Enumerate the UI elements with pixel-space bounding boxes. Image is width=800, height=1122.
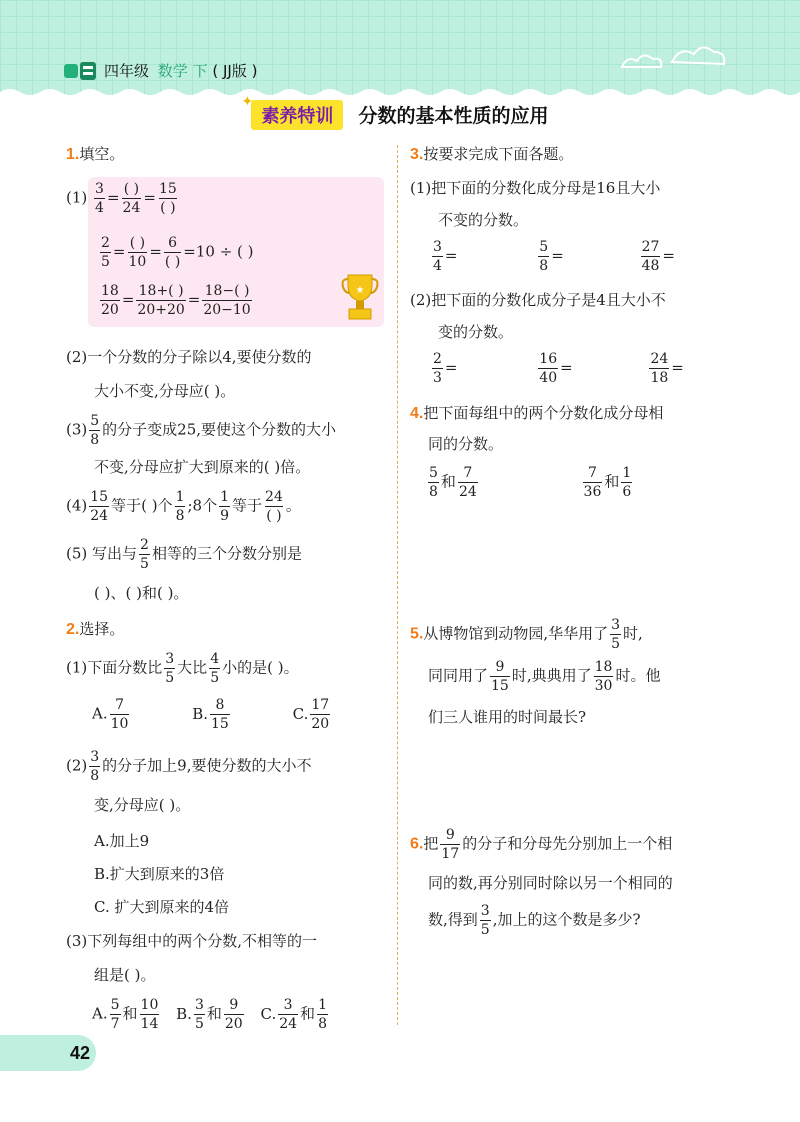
fraction: $\frac{24}{18}$: [650, 351, 669, 386]
header-wave-edge: [0, 86, 800, 95]
option-c[interactable]: C.: [292, 704, 309, 723]
q3-label: 按要求完成下面各题。: [423, 145, 574, 163]
q3-heading: [410, 143, 573, 164]
trophy-icon: [340, 265, 380, 325]
q5-line1: 5.从博物馆到动物园,华华用了 $\frac{3}{5}$ 时,: [410, 617, 643, 652]
title-subject: 分数的基本性质的应用: [358, 105, 549, 127]
page-number: 42: [70, 1043, 91, 1063]
fraction: $\frac{2}{5}$: [140, 537, 149, 572]
q3-part1-answers[interactable]: $\frac{3}{4}$ = $\frac{5}{8}$ = $\frac{27}{48}$ =: [433, 239, 675, 274]
fraction-blank[interactable]: $\frac{18-( )}{20-10}$: [203, 283, 251, 318]
fraction: $\frac{3}{5}$: [165, 651, 175, 686]
option-b[interactable]: B.: [176, 1004, 192, 1023]
title-tag-text: 素养特训: [261, 106, 334, 127]
fraction: $\frac{8}{15}$: [211, 697, 229, 732]
fraction: $\frac{1}{8}$: [175, 489, 185, 524]
sparkle-icon: ✦: [241, 94, 254, 110]
fraction: $\frac{9}{15}$: [491, 659, 509, 694]
q1-part1-row2: $\frac{2}{5}$ = $\frac{( )}{10}$ = $\frac{6}{( )}$ =10 ÷ ( ): [101, 235, 254, 270]
q3-part1-line1: (1)把下面的分数化成分母是16且大小: [410, 179, 661, 197]
header-edition: ( JJ版 ): [212, 62, 258, 80]
q2-part2-option-b[interactable]: B.扩大到原来的3倍: [94, 865, 225, 883]
fraction-blank[interactable]: $\frac{6}{( )}$: [164, 235, 181, 270]
fraction: $\frac{2}{3}$: [433, 351, 442, 386]
q1-part1-row1: (1) $\frac{3}{4}$ = $\frac{( )}{24}$ = $\frac{15}{( )}$: [66, 181, 177, 216]
q1-part1-row3: $\frac{18}{20}$ = $\frac{18+( )}{20+20}$ = $\frac{18-( )}{20-10}$: [101, 283, 251, 318]
fraction-blank[interactable]: $\frac{18+( )}{20+20}$: [137, 283, 185, 318]
fraction: $\frac{9}{17}$: [441, 827, 460, 862]
q1-part2-line2[interactable]: 大小不变,分母应( )。: [94, 382, 236, 400]
q1-part2-line1: (2)一个分数的分子除以4,要使分数的: [66, 348, 312, 366]
q2-part3-options[interactable]: A. $\frac{5}{7}$ 和 $\frac{10}{14}$ B. $\frac{3}{5}$ 和 $\frac{9}{20}$ C. $\frac{3}{24}$ 和 $\frac{1}{8}$: [92, 997, 327, 1032]
header-grade-text: [104, 60, 257, 81]
header-subject: 数学 下: [157, 62, 208, 80]
page-number-tab: [0, 1035, 96, 1071]
q2-part1: (1)下面分数比 $\frac{3}{5}$ 大比 $\frac{4}{5}$ 小的是( )。: [66, 651, 299, 686]
section-title: [0, 94, 800, 130]
fraction: $\frac{1}{9}$: [220, 489, 230, 524]
fraction: $\frac{4}{5}$: [210, 651, 220, 686]
option-b[interactable]: B.: [192, 704, 209, 723]
q4-line1: 4.把下面每组中的两个分数化成分母相: [410, 404, 664, 422]
option-a[interactable]: A.: [92, 1004, 108, 1023]
q6-line1: 6.把 $\frac{9}{17}$ 的分子和分母先分别加上一个相: [410, 827, 673, 862]
q4-number: 4.: [410, 405, 424, 422]
fraction: $\frac{5}{8}$: [539, 239, 549, 274]
fraction-blank[interactable]: $\frac{24}{( )}$: [265, 489, 283, 524]
brand-logo-icon: [62, 58, 102, 84]
q6-line3: 数,得到 $\frac{3}{5}$ ,加上的这个数是多少?: [428, 903, 641, 938]
q2-part2-line2[interactable]: 变,分母应( )。: [94, 796, 191, 814]
fraction: $\frac{18}{30}$: [594, 659, 613, 694]
fraction: $\frac{5}{8}$: [429, 465, 438, 500]
fraction: $\frac{3}{24}$: [279, 997, 298, 1032]
q6-line2: 同的数,再分别同时除以另一个相同的: [428, 874, 673, 892]
fraction: $\frac{3}{4}$: [95, 181, 104, 216]
fraction: $\frac{27}{48}$: [641, 239, 660, 274]
q1-part3-line1: (3) $\frac{5}{8}$ 的分子变成25,要使这个分数的大小: [66, 413, 337, 448]
q2-part2-option-c[interactable]: C. 扩大到原来的4倍: [94, 898, 230, 916]
fraction: $\frac{16}{40}$: [539, 351, 558, 386]
q6-number: 6.: [410, 835, 424, 853]
fraction: $\frac{17}{20}$: [311, 697, 330, 732]
fraction-blank[interactable]: $\frac{15}{( )}$: [158, 181, 177, 216]
fraction: $\frac{7}{36}$: [583, 465, 602, 500]
option-a[interactable]: A.: [92, 704, 108, 723]
fraction: $\frac{15}{24}$: [90, 489, 109, 524]
cloud-decoration-icon: [612, 32, 742, 82]
q3-part2-answers[interactable]: $\frac{2}{3}$ = $\frac{16}{40}$ = $\frac{24}{18}$ =: [433, 351, 684, 386]
fraction: $\frac{1}{6}$: [622, 465, 632, 500]
page-header: [0, 0, 800, 95]
q1-heading: [66, 143, 124, 164]
q1-part5-line1: (5) 写出与 $\frac{2}{5}$ 相等的三个分数分别是: [66, 537, 302, 572]
q2-label: 选择。: [79, 620, 125, 638]
fraction: $\frac{3}{5}$: [611, 617, 621, 652]
fraction: $\frac{5}{8}$: [90, 413, 100, 448]
q2-part1-options[interactable]: [92, 698, 332, 731]
q2-part2-option-a[interactable]: A.加上9: [94, 832, 150, 850]
q2-part3-line2[interactable]: 组是( )。: [94, 966, 156, 984]
fraction: $\frac{3}{4}$: [433, 239, 442, 274]
q5-line2: 同同用了 $\frac{9}{15}$ 时,典典用了 $\frac{18}{30}$ 时。他: [428, 659, 661, 694]
header-grade: 四年级: [104, 62, 150, 80]
fraction: $\frac{18}{20}$: [101, 283, 119, 318]
q2-part2-line1: (2) $\frac{3}{8}$ 的分子加上9,要使分数的大小不: [66, 749, 312, 784]
division-blank[interactable]: =10 ÷ ( ): [183, 242, 254, 261]
q2-part3-line1: (3)下列每组中的两个分数,不相等的一: [66, 932, 318, 950]
q1-part4: (4) $\frac{15}{24}$ 等于( )个 $\frac{1}{8}$ ;8个 $\frac{1}{9}$ 等于 $\frac{24}{( )}$ 。: [66, 489, 301, 524]
q5-line3: 们三人谁用的时间最长?: [428, 708, 587, 726]
fraction: $\frac{9}{20}$: [224, 997, 243, 1032]
fraction: $\frac{3}{5}$: [480, 903, 490, 938]
q5-number: 5.: [410, 625, 424, 643]
q1-part1-label: (1): [66, 188, 88, 207]
q2-number: 2.: [66, 621, 80, 638]
svg-text:★: ★: [355, 285, 365, 296]
fraction: $\frac{3}{8}$: [90, 749, 100, 784]
q2-heading: [66, 618, 124, 639]
fraction: $\frac{3}{5}$: [194, 997, 204, 1032]
option-c[interactable]: C.: [260, 1004, 277, 1023]
fraction-blank[interactable]: $\frac{( )}{24}$: [122, 181, 141, 216]
q1-part5-line2[interactable]: ( )、( )和( )。: [94, 584, 189, 602]
title-tag: [241, 94, 343, 130]
q3-part2-line1: (2)把下面的分数化成分子是4且大小不: [410, 291, 666, 309]
fraction: $\frac{7}{10}$: [110, 697, 129, 732]
q3-part1-line2: 不变的分数。: [438, 211, 529, 229]
q1-number: 1.: [66, 146, 80, 163]
fraction: $\frac{7}{24}$: [458, 465, 477, 500]
fraction: $\frac{10}{14}$: [140, 997, 159, 1032]
q1-label: 填空。: [79, 145, 125, 163]
q4-line2: 同的分数。: [428, 435, 504, 453]
column-divider: [397, 145, 398, 1025]
q4-pairs: $\frac{5}{8}$ 和 $\frac{7}{24}$ $\frac{7}{36}$ 和 $\frac{1}{6}$: [429, 465, 632, 500]
q1-part3-line2[interactable]: 不变,分母应扩大到原来的( )倍。: [94, 458, 311, 476]
q3-number: 3.: [410, 146, 424, 163]
q3-part2-line2: 变的分数。: [438, 323, 514, 341]
fraction: $\frac{2}{5}$: [101, 235, 110, 270]
fraction: $\frac{5}{7}$: [110, 997, 120, 1032]
fraction: $\frac{1}{8}$: [318, 997, 327, 1032]
fraction-blank[interactable]: $\frac{( )}{10}$: [128, 235, 147, 270]
